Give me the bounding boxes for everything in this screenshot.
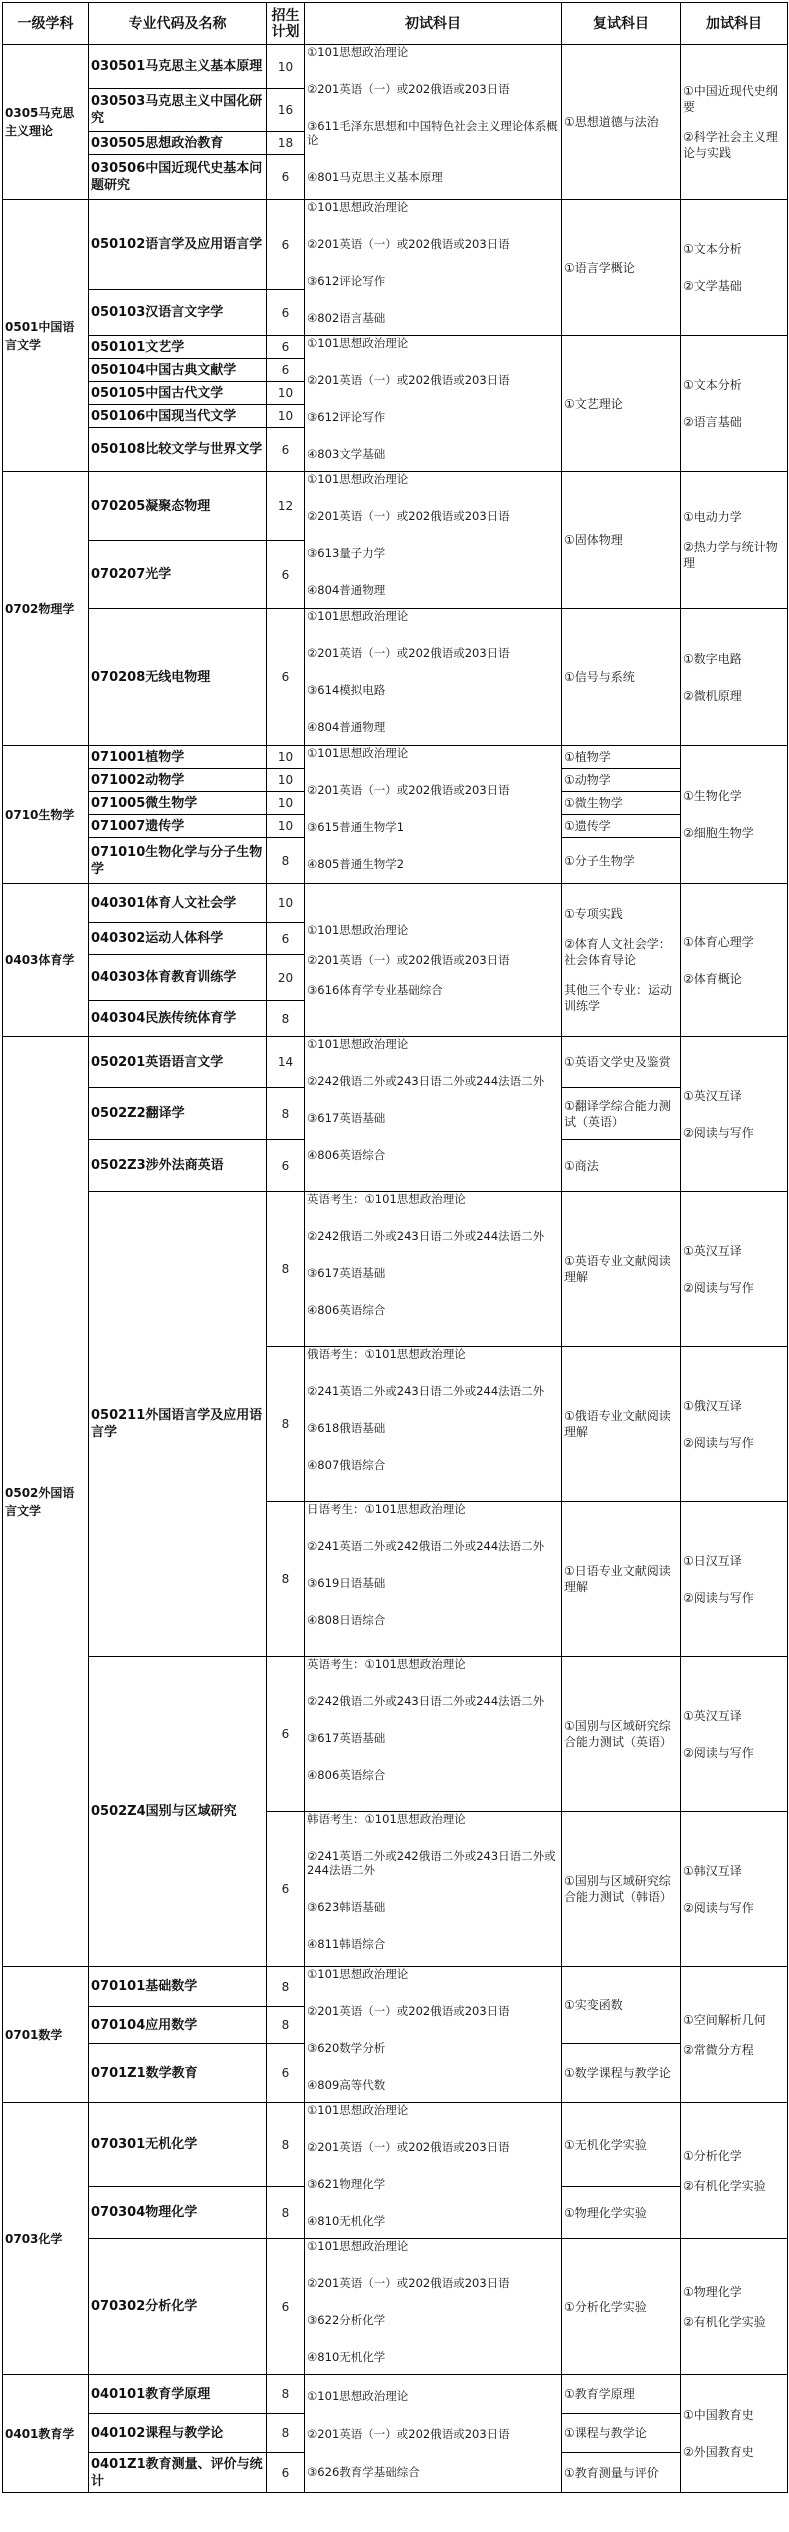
extra-cell: [681, 45, 788, 200]
discipline-cell: 0401教育学: [3, 2375, 89, 2493]
extra-cell: [681, 1037, 788, 1192]
major-cell: 070101基础数学: [89, 1967, 267, 2007]
extra-line: ②文学基础: [683, 279, 742, 293]
extra-line: ①英汉互译: [683, 1243, 742, 1258]
table-row: [3, 2239, 788, 2375]
header-plan: 招生计划: [267, 3, 305, 45]
exam-line: ④811韩语综合: [307, 1937, 386, 1951]
plan-cell: 6: [267, 609, 305, 746]
exam-line: ③611毛泽东思想和中国特色社会主义理论体系概论: [307, 119, 558, 147]
major-cell: 030505思想政治教育: [89, 132, 267, 155]
exam-line: ②201英语（一）或202俄语或203日语: [307, 646, 510, 660]
exam-line: ①101思想政治理论: [307, 1967, 409, 1981]
plan-cell: 8: [267, 1967, 305, 2007]
extra-line: ①韩汉互译: [683, 1863, 742, 1878]
plan-cell: 10: [267, 45, 305, 89]
exam-cell: [305, 1812, 562, 1967]
exam-line: ④802语言基础: [307, 311, 386, 325]
exam-line: ③626教育学基础综合: [307, 2464, 420, 2479]
exam-line: ③617英语基础: [307, 1731, 386, 1745]
extra-line: ②阅读与写作: [683, 1590, 754, 1605]
plan-cell: 6: [267, 155, 305, 200]
extra-line: ②体育概论: [683, 971, 742, 986]
extra-line: ①文本分析: [683, 242, 742, 256]
major-cell: 050211外国语言学及应用语言学: [89, 1192, 267, 1657]
header-row: [3, 3, 788, 45]
extra-cell: [681, 1502, 788, 1657]
retest-cell: ①商法: [562, 1140, 681, 1192]
table-row: [3, 1192, 788, 1347]
exam-cell: [305, 609, 562, 746]
major-cell: 040101教育学原理: [89, 2375, 267, 2414]
exam-cell: [305, 1657, 562, 1812]
exam-line: ④806英语综合: [307, 1148, 386, 1162]
exam-line: ③620数学分析: [307, 2041, 386, 2055]
exam-line: ①101思想政治理论: [307, 200, 409, 214]
plan-cell: 12: [267, 472, 305, 541]
extra-line: ①英汉互译: [683, 1708, 742, 1723]
exam-cell: [305, 336, 562, 472]
plan-cell: 14: [267, 1037, 305, 1088]
extra-line: ②阅读与写作: [683, 1280, 754, 1295]
exam-line: ①101思想政治理论: [307, 1037, 409, 1051]
exam-cell: [305, 2375, 562, 2493]
discipline-cell: 0703化学: [3, 2103, 89, 2375]
plan-cell: 6: [267, 336, 305, 359]
exam-line: ②201英语（一）或202俄语或203日语: [307, 2004, 510, 2018]
plan-cell: 6: [267, 428, 305, 472]
table-row: [3, 884, 788, 923]
exam-line: ③615普通生物学1: [307, 820, 405, 834]
extra-line: ②微机原理: [683, 688, 742, 703]
retest-line: ①固体物理: [564, 533, 623, 547]
exam-cell: [305, 884, 562, 1037]
plan-cell: 16: [267, 89, 305, 132]
extra-line: ②科学社会主义理论与实践: [683, 130, 778, 160]
exam-line: 英语考生：①101思想政治理论: [307, 1192, 466, 1206]
exam-cell: [305, 746, 562, 884]
major-cell: 070207光学: [89, 541, 267, 609]
exam-line: ②242俄语二外或243日语二外或244法语二外: [307, 1074, 545, 1088]
extra-line: ②阅读与写作: [683, 1900, 754, 1915]
retest-line: ①信号与系统: [564, 670, 635, 684]
extra-cell: [681, 746, 788, 884]
retest-cell: ①国别与区域研究综合能力测试（英语）: [562, 1657, 681, 1812]
exam-cell: [305, 45, 562, 200]
retest-cell: [562, 336, 681, 472]
exam-line: ③623韩语基础: [307, 1900, 386, 1914]
exam-line: ③616体育学专业基础综合: [307, 983, 443, 997]
plan-cell: 6: [267, 923, 305, 955]
header-discipline: 一级学科: [3, 3, 89, 45]
major-cell: 0502Z4国别与区域研究: [89, 1657, 267, 1967]
header-extra: 加试科目: [681, 3, 788, 45]
discipline-cell: 0701数学: [3, 1967, 89, 2103]
exam-line: ①101思想政治理论: [307, 609, 409, 623]
major-cell: 050201英语语言文学: [89, 1037, 267, 1088]
exam-line: ②201英语（一）或202俄语或203日语: [307, 2426, 510, 2441]
plan-cell: 10: [267, 884, 305, 923]
retest-cell: [562, 200, 681, 336]
exam-line: ④805普通生物学2: [307, 857, 405, 871]
exam-cell: [305, 1967, 562, 2103]
retest-cell: [562, 884, 681, 1037]
retest-cell: ①遗传学: [562, 815, 681, 838]
table-row: [3, 1037, 788, 1088]
retest-cell: ①日语专业文献阅读理解: [562, 1502, 681, 1657]
extra-line: ①中国教育史: [683, 2408, 754, 2422]
table-row: [3, 1967, 788, 2007]
discipline-cell: 0403体育学: [3, 884, 89, 1037]
retest-cell: [562, 472, 681, 609]
table-row: [3, 472, 788, 541]
exam-cell: [305, 1192, 562, 1347]
exam-line: ③617英语基础: [307, 1266, 386, 1280]
retest-cell: ①国别与区域研究综合能力测试（韩语）: [562, 1812, 681, 1967]
plan-cell: 6: [267, 200, 305, 290]
exam-line: ③613量子力学: [307, 546, 386, 560]
extra-cell: [681, 884, 788, 1037]
exam-line: ②241英语二外或242俄语二外或244法语二外: [307, 1539, 545, 1553]
plan-cell: 8: [267, 2103, 305, 2187]
exam-line: ②201英语（一）或202俄语或203日语: [307, 783, 510, 797]
extra-cell: [681, 2375, 788, 2493]
major-cell: 070205凝聚态物理: [89, 472, 267, 541]
plan-cell: 6: [267, 290, 305, 336]
major-cell: 0701Z1数学教育: [89, 2044, 267, 2103]
extra-line: ①数字电路: [683, 651, 742, 666]
exam-line: ④806英语综合: [307, 1303, 386, 1317]
plan-cell: 20: [267, 955, 305, 1001]
retest-line: ①专项实践: [564, 907, 623, 921]
exam-cell: [305, 1347, 562, 1502]
exam-cell: [305, 2239, 562, 2375]
major-cell: 030506中国近现代史基本问题研究: [89, 155, 267, 200]
plan-cell: 8: [267, 1192, 305, 1347]
exam-line: ③612评论写作: [307, 410, 386, 424]
major-cell: 070304物理化学: [89, 2187, 267, 2239]
extra-line: ①日汉互译: [683, 1553, 742, 1568]
major-cell: 030501马克思主义基本原理: [89, 45, 267, 89]
major-cell: 070208无线电物理: [89, 609, 267, 746]
major-cell: 040302运动人体科学: [89, 923, 267, 955]
major-cell: 030503马克思主义中国化研究: [89, 89, 267, 132]
retest-line: ②体育人文社会学：社会体育导论: [564, 937, 671, 967]
retest-cell: ①分子生物学: [562, 838, 681, 884]
major-cell: 050105中国古代文学: [89, 382, 267, 405]
exam-line: ④803文学基础: [307, 447, 386, 461]
exam-line: ①101思想政治理论: [307, 2388, 409, 2403]
retest-cell: ①微生物学: [562, 792, 681, 815]
plan-cell: 6: [267, 2239, 305, 2375]
plan-cell: 6: [267, 2453, 305, 2493]
exam-line: ②201英语（一）或202俄语或203日语: [307, 2276, 510, 2290]
exam-line: ①101思想政治理论: [307, 336, 409, 350]
plan-cell: 10: [267, 382, 305, 405]
plan-cell: 6: [267, 2044, 305, 2103]
retest-cell: ①英语文学史及鉴赏: [562, 1037, 681, 1088]
extra-line: ①电动力学: [683, 510, 742, 524]
major-cell: 040102课程与教学论: [89, 2414, 267, 2453]
major-cell: 050103汉语言文字学: [89, 290, 267, 336]
major-cell: 0502Z3涉外法商英语: [89, 1140, 267, 1192]
extra-line: ②阅读与写作: [683, 1125, 754, 1140]
exam-line: ②242俄语二外或243日语二外或244法语二外: [307, 1229, 545, 1243]
extra-line: ②有机化学实验: [683, 2178, 766, 2193]
exam-line: ④804普通物理: [307, 583, 386, 597]
major-cell: 0401Z1教育测量、评价与统计: [89, 2453, 267, 2493]
exam-line: ②201英语（一）或202俄语或203日语: [307, 82, 510, 96]
plan-cell: 8: [267, 2007, 305, 2044]
table-row: [3, 2375, 788, 2414]
exam-cell: [305, 200, 562, 336]
table-row: [3, 200, 788, 290]
exam-cell: [305, 472, 562, 609]
major-cell: 050101文艺学: [89, 336, 267, 359]
extra-line: ①分析化学: [683, 2148, 742, 2163]
extra-cell: [681, 2239, 788, 2375]
retest-cell: ①俄语专业文献阅读理解: [562, 1347, 681, 1502]
retest-cell: ①课程与教学论: [562, 2414, 681, 2453]
major-cell: 071010生物化学与分子生物学: [89, 838, 267, 884]
retest-cell: ①动物学: [562, 769, 681, 792]
exam-line: ①101思想政治理论: [307, 2239, 409, 2253]
exam-line: ①101思想政治理论: [307, 45, 409, 59]
exam-line: ④801马克思主义基本原理: [307, 170, 443, 184]
major-cell: 040304民族传统体育学: [89, 1001, 267, 1037]
plan-cell: 8: [267, 1088, 305, 1140]
extra-line: ①文本分析: [683, 378, 742, 392]
extra-line: ①生物化学: [683, 789, 742, 803]
retest-line: 其他三个专业：运动训练学: [564, 983, 673, 1013]
discipline-cell: 0501中国语言文学: [3, 200, 89, 472]
table-row: [3, 336, 788, 359]
exam-line: ②201英语（一）或202俄语或203日语: [307, 509, 510, 523]
extra-line: ②外国教育史: [683, 2445, 754, 2459]
retest-cell: ①物理化学实验: [562, 2187, 681, 2239]
extra-cell: [681, 1657, 788, 1812]
plan-cell: 18: [267, 132, 305, 155]
extra-cell: [681, 2103, 788, 2239]
plan-cell: 6: [267, 1812, 305, 1967]
plan-cell: 8: [267, 2414, 305, 2453]
retest-cell: ①数学课程与教学论: [562, 2044, 681, 2103]
plan-cell: 8: [267, 838, 305, 884]
exam-line: ③614模拟电路: [307, 683, 386, 697]
header-retest: 复试科目: [562, 3, 681, 45]
major-cell: 050104中国古典文献学: [89, 359, 267, 382]
retest-cell: ①英语专业文献阅读理解: [562, 1192, 681, 1347]
extra-cell: [681, 609, 788, 746]
discipline-cell: 0702物理学: [3, 472, 89, 746]
major-cell: 040301体育人文社会学: [89, 884, 267, 923]
exam-line: ②241英语二外或242俄语二外或243日语二外或244法语二外: [307, 1849, 556, 1877]
major-cell: 071002动物学: [89, 769, 267, 792]
plan-cell: 8: [267, 2187, 305, 2239]
exam-line: ③617英语基础: [307, 1111, 386, 1125]
retest-cell: ①实变函数: [562, 1967, 681, 2044]
plan-cell: 10: [267, 815, 305, 838]
header-exam: 初试科目: [305, 3, 562, 45]
major-cell: 071001植物学: [89, 746, 267, 769]
admissions-table: [2, 2, 788, 2493]
major-cell: 071005微生物学: [89, 792, 267, 815]
extra-line: ①俄汉互译: [683, 1398, 742, 1413]
retest-line: ①文艺理论: [564, 396, 623, 411]
exam-line: ④808日语综合: [307, 1613, 386, 1627]
exam-cell: [305, 1502, 562, 1657]
extra-line: ②有机化学实验: [683, 2314, 766, 2329]
extra-cell: [681, 1192, 788, 1347]
retest-line: ①思想道德与法治: [564, 115, 659, 129]
plan-cell: 10: [267, 746, 305, 769]
extra-line: ②常微分方程: [683, 2042, 754, 2057]
exam-line: ④809高等代数: [307, 2078, 386, 2092]
discipline-cell: 0502外国语言文学: [3, 1037, 89, 1967]
plan-cell: 10: [267, 405, 305, 428]
exam-line: ①101思想政治理论: [307, 472, 409, 486]
exam-line: ③619日语基础: [307, 1576, 386, 1590]
exam-cell: [305, 1037, 562, 1192]
exam-line: 俄语考生：①101思想政治理论: [307, 1347, 466, 1361]
exam-line: ④807俄语综合: [307, 1458, 386, 1472]
plan-cell: 10: [267, 769, 305, 792]
exam-line: ③622分析化学: [307, 2313, 386, 2327]
discipline-cell: 0305马克思主义理论: [3, 45, 89, 200]
major-cell: 070104应用数学: [89, 2007, 267, 2044]
plan-cell: 10: [267, 792, 305, 815]
plan-cell: 8: [267, 1001, 305, 1037]
table-row: [3, 746, 788, 769]
extra-line: ②语言基础: [683, 415, 742, 429]
extra-line: ①物理化学: [683, 2284, 742, 2299]
exam-line: ②241英语二外或243日语二外或244法语二外: [307, 1384, 545, 1398]
extra-cell: [681, 1347, 788, 1502]
exam-line: ②201英语（一）或202俄语或203日语: [307, 953, 510, 967]
exam-line: ②201英语（一）或202俄语或203日语: [307, 373, 510, 387]
exam-line: ②242俄语二外或243日语二外或244法语二外: [307, 1694, 545, 1708]
extra-line: ①体育心理学: [683, 934, 754, 949]
exam-line: 英语考生：①101思想政治理论: [307, 1657, 466, 1671]
major-cell: 070302分析化学: [89, 2239, 267, 2375]
plan-cell: 8: [267, 2375, 305, 2414]
plan-cell: 6: [267, 541, 305, 609]
plan-cell: 6: [267, 359, 305, 382]
discipline-cell: 0710生物学: [3, 746, 89, 884]
extra-cell: [681, 1967, 788, 2103]
extra-cell: [681, 200, 788, 336]
exam-line: ③621物理化学: [307, 2177, 386, 2191]
exam-line: ③618俄语基础: [307, 1421, 386, 1435]
retest-cell: ①翻译学综合能力测试（英语）: [562, 1088, 681, 1140]
exam-cell: [305, 2103, 562, 2239]
retest-cell: ①植物学: [562, 746, 681, 769]
extra-line: ②阅读与写作: [683, 1435, 754, 1450]
extra-line: ②阅读与写作: [683, 1745, 754, 1760]
retest-cell: ①教育测量与评价: [562, 2453, 681, 2493]
plan-cell: 6: [267, 1657, 305, 1812]
extra-line: ②细胞生物学: [683, 826, 754, 840]
exam-line: ④810无机化学: [307, 2214, 386, 2228]
retest-cell: ①分析化学实验: [562, 2239, 681, 2375]
major-cell: 050102语言学及应用语言学: [89, 200, 267, 290]
extra-line: ①中国近现代史纲要: [683, 84, 778, 114]
retest-cell: ①无机化学实验: [562, 2103, 681, 2187]
major-cell: 050106中国现当代文学: [89, 405, 267, 428]
exam-line: ③612评论写作: [307, 274, 386, 288]
exam-line: ②201英语（一）或202俄语或203日语: [307, 2140, 510, 2154]
table-row: [3, 1657, 788, 1812]
major-cell: 040303体育教育训练学: [89, 955, 267, 1001]
exam-line: ④804普通物理: [307, 720, 386, 734]
exam-line: 韩语考生：①101思想政治理论: [307, 1812, 466, 1826]
major-cell: 070301无机化学: [89, 2103, 267, 2187]
exam-line: ①101思想政治理论: [307, 2103, 409, 2117]
exam-line: ④806英语综合: [307, 1768, 386, 1782]
header-major: 专业代码及名称: [89, 3, 267, 45]
retest-cell: [562, 45, 681, 200]
retest-cell: ①教育学原理: [562, 2375, 681, 2414]
plan-cell: 6: [267, 1140, 305, 1192]
extra-cell: [681, 336, 788, 472]
major-cell: 0502Z2翻译学: [89, 1088, 267, 1140]
major-cell: 050108比较文学与世界文学: [89, 428, 267, 472]
extra-line: ①英汉互译: [683, 1088, 742, 1103]
extra-line: ②热力学与统计物理: [683, 540, 778, 570]
extra-line: ①空间解析几何: [683, 2012, 766, 2027]
exam-line: ②201英语（一）或202俄语或203日语: [307, 237, 510, 251]
exam-line: ④810无机化学: [307, 2350, 386, 2364]
extra-cell: [681, 1812, 788, 1967]
table-row: [3, 609, 788, 746]
plan-cell: 8: [267, 1347, 305, 1502]
table-row: [3, 2103, 788, 2187]
retest-cell: [562, 609, 681, 746]
exam-line: ①101思想政治理论: [307, 746, 409, 760]
major-cell: 071007遗传学: [89, 815, 267, 838]
plan-cell: 8: [267, 1502, 305, 1657]
exam-line: 日语考生：①101思想政治理论: [307, 1502, 466, 1516]
retest-line: ①语言学概论: [564, 260, 635, 275]
extra-cell: [681, 472, 788, 609]
exam-line: ①101思想政治理论: [307, 923, 409, 937]
table-row: [3, 45, 788, 89]
